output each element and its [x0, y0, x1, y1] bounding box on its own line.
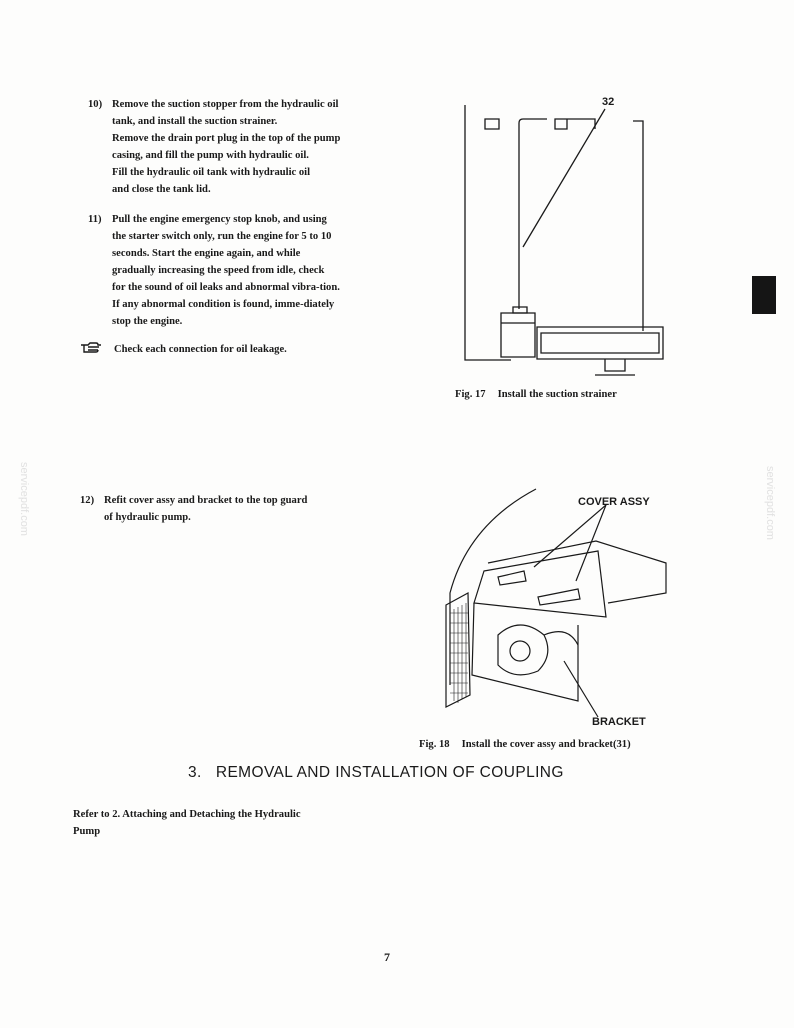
- pump-body: [498, 625, 548, 675]
- fig17-caption: [455, 389, 617, 400]
- section-body: [73, 806, 301, 840]
- fig18-illustration: [428, 485, 668, 735]
- port-flange: [537, 327, 663, 359]
- hood-outline: [450, 489, 536, 685]
- base: [595, 359, 635, 375]
- step-line: of hydraulic pump.: [104, 512, 191, 523]
- figure-caption-text: Install the suction strainer: [497, 389, 617, 400]
- step-line: for the sound of oil leaks and abnormal vibra-tion.: [112, 282, 340, 293]
- fig17-illustration: [455, 95, 675, 385]
- page-number: 7: [384, 950, 390, 964]
- pointing-hand-icon: [80, 342, 102, 354]
- leader-bracket: [564, 661, 598, 717]
- step-line: Fill the hydraulic oil tank with hydraulic oil: [112, 167, 311, 178]
- bracket-right: [555, 119, 595, 129]
- section-tab: [752, 276, 776, 314]
- step-line: Pull the engine emergency stop knob, and using: [112, 214, 327, 225]
- bracket-frame: [472, 603, 578, 701]
- strainer-cap: [513, 307, 527, 313]
- pump-coupling: [510, 641, 530, 661]
- step-line: stop the engine.: [112, 316, 183, 327]
- section-line: Refer to 2. Attaching and Detaching the Hydraulic: [73, 809, 301, 820]
- note: [80, 342, 287, 355]
- step-line: gradually increasing the speed from idle, check: [112, 265, 325, 276]
- hood-top: [488, 541, 666, 603]
- callout-cover-assy: COVER ASSY: [578, 496, 650, 508]
- bracket-left: [485, 119, 499, 129]
- pipe: [544, 632, 578, 645]
- step-line: Refit cover assy and bracket to the top guard: [104, 495, 308, 506]
- leader-cover-1: [534, 505, 606, 567]
- note-text: Check each connection for oil leakage.: [114, 344, 287, 355]
- step-line: If any abnormal condition is found, imme-diately: [112, 299, 335, 310]
- figure-number: Fig. 17: [455, 389, 486, 400]
- step-line: Remove the drain port plug in the top of the pump: [112, 133, 341, 144]
- step-12: [80, 492, 410, 526]
- watermark-right: servicepdf.com: [764, 466, 776, 540]
- step-11: [88, 211, 408, 330]
- section-line: Pump: [73, 826, 101, 837]
- figure-number: Fig. 18: [419, 739, 450, 750]
- guard-mesh: [450, 603, 468, 703]
- tank-right-wall: [633, 121, 643, 331]
- strainer-body: [501, 313, 535, 357]
- step-line: seconds. Start the engine again, and while: [112, 248, 301, 259]
- step-10: [88, 96, 408, 198]
- fig18-caption: [419, 739, 631, 750]
- step-line: the starter switch only, run the engine for 5 to 10: [112, 231, 332, 242]
- step-number: 10): [88, 99, 103, 110]
- step-line: Remove the suction stopper from the hydraulic oil: [112, 99, 339, 110]
- step-number: 11): [88, 214, 102, 225]
- cover-plate: [474, 551, 606, 617]
- callout-32: 32: [602, 96, 615, 108]
- section-title: 3. REMOVAL AND INSTALLATION OF COUPLING: [188, 764, 564, 781]
- cover-vents: [498, 571, 580, 605]
- figure-caption-text: Install the cover assy and bracket(31): [461, 739, 631, 750]
- callout-bracket: BRACKET: [592, 716, 646, 728]
- step-line: casing, and fill the pump with hydraulic oil.: [112, 150, 309, 161]
- tank-left-wall: [465, 105, 511, 360]
- step-number: 12): [80, 495, 95, 506]
- step-line: tank, and install the suction strainer.: [112, 116, 278, 127]
- watermark-left: servicepdf.com: [18, 462, 30, 536]
- step-line: and close the tank lid.: [112, 184, 211, 195]
- leader-32: [523, 109, 605, 247]
